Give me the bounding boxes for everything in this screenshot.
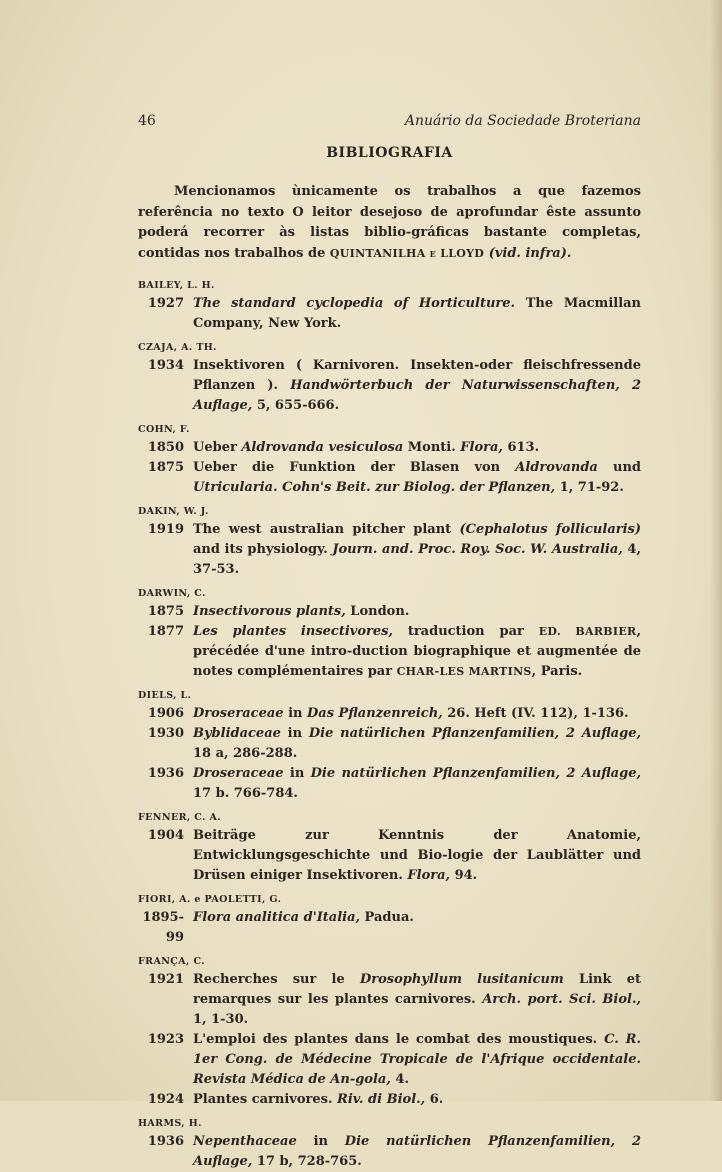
entry-text: Les plantes insectivores, traduction par ED. BARBIER, précédée d'une intro-duction biographique et augmentée de notes complémentaires par CHAR-LES MARTINS, Paris. [193, 624, 641, 679]
intro-authors: QUINTANILHA e LLOYD [329, 246, 485, 260]
entry-year: 1924 [147, 1092, 184, 1107]
intro-reference: (vid. infra). [488, 245, 572, 261]
bib-entry [138, 294, 641, 334]
entry-text: Insektivoren ( Karnivoren. Insekten-oder fleischfressende Pflanzen ). Handwörterbuch der Naturwissenschaften, 2 Auflage, 5, 655-666. [193, 358, 642, 413]
bib-entry [138, 826, 641, 886]
entry-text: Byblidaceae in Die natürlichen Pflanzenfamilien, 2 Auflage, 18 a, 286-288. [193, 726, 641, 761]
entry-text: Flora analitica d'Italia, Padua. [193, 910, 414, 925]
entry-year: 1919 [147, 522, 184, 537]
author-name: CZAJA, A. TH. [138, 342, 217, 353]
intro-paragraph [138, 182, 641, 264]
author-name: DIELS, L. [138, 690, 192, 701]
author-name: FIORI, A. e PAOLETTI, G. [138, 894, 282, 905]
entry-year: 1936 [147, 766, 184, 781]
bib-entry [138, 622, 641, 682]
author-name: COHN, F. [138, 424, 190, 435]
entry-text: Insectivorous plants, London. [193, 604, 410, 619]
entry-text: Droseraceae in Das Pflanzenreich, 26. Heft (IV. 112), 1-136. [193, 706, 629, 721]
intro-text: Mencionamos ùnicamente os trabalhos a que fazemos referência no texto O leitor desejoso de aprofundar êste assunto poderá recorrer às listas biblio-gráficas bastante completas, contidas nos trabalhos de [138, 184, 641, 261]
entry-year: 1850 [147, 440, 184, 455]
entry-year: 1936 [147, 1134, 184, 1149]
entry-text: L'emploi des plantes dans le combat des moustiques. C. R. 1er Cong. de Médecine Tropicale de l'Afrique occidentale. Revista Médica de An-gola, 4. [193, 1032, 642, 1087]
bib-entry [138, 908, 641, 948]
entry-text: The standard cyclopedia of Horticulture. The Macmillan Company, New York. [193, 296, 642, 331]
bib-entry [138, 1030, 641, 1090]
entry-year: 1875 [147, 604, 184, 619]
entry-year: 1927 [147, 296, 184, 311]
author-name: FRANÇA, C. [138, 956, 205, 967]
entry-year: 1934 [147, 358, 184, 373]
author-name: DAKIN, W. J. [138, 506, 209, 517]
bib-entry [138, 520, 641, 580]
bib-entry [138, 356, 641, 416]
page-number: 46 [138, 113, 156, 129]
author-name: BAILEY, L. H. [138, 280, 215, 291]
bib-entry [138, 438, 641, 458]
bib-entry [138, 458, 641, 498]
entry-text: Recherches sur le Drosophyllum lusitanicum Link et remarques sur les plantes carnivores. Arch. port. Sci. Biol., 1, 1-30. [193, 972, 642, 1027]
entry-text: Ueber die Funktion der Blasen von Aldrovanda und Utricularia. Cohn's Beit. zur Biolog. der Pflanzen, 1, 71-92. [193, 460, 641, 495]
bibliography-list [138, 272, 641, 1172]
author-name: DARWIN, C. [138, 588, 206, 599]
page-header [138, 113, 641, 133]
bib-entry [138, 724, 641, 764]
bib-entry [138, 764, 641, 804]
bib-entry [138, 602, 641, 622]
entry-year: 1923 [147, 1032, 184, 1047]
entry-text: Nepenthaceae in Die natürlichen Pflanzenfamilien, 2 Auflage, 17 b, 728-765. [193, 1134, 642, 1169]
author-name: FENNER, C. A. [138, 812, 221, 823]
entry-year: 1904 [147, 828, 184, 843]
entry-text: The west australian pitcher plant (Cephalotus follicularis) and its physiology. Journ. and. Proc. Roy. Soc. W. Australia, 4, 37-53. [193, 522, 641, 577]
entry-year: 1921 [147, 972, 184, 987]
section-title: BIBLIOGRAFIA [326, 145, 453, 161]
entry-text: Droseraceae in Die natürlichen Pflanzenfamilien, 2 Auflage, 17 b. 766-784. [193, 766, 641, 801]
bib-entry [138, 1132, 641, 1172]
entry-year: 1930 [147, 726, 184, 741]
author-name: HARMS, H. [138, 1118, 202, 1129]
entry-year: 1875 [147, 460, 184, 475]
bib-entry [138, 1090, 641, 1110]
entry-year: 1906 [147, 706, 184, 721]
bib-entry [138, 970, 641, 1030]
entry-text: Beiträge zur Kenntnis der Anatomie, Entwicklungsgeschichte und Bio-logie der Laublätter und Drüsen einiger Insektivoren. Flora, 94. [193, 828, 641, 883]
bib-entry [138, 704, 641, 724]
page-edge-shadow [710, 0, 722, 1101]
running-title: Anuário da Sociedade Broteriana [404, 113, 641, 129]
entry-text: Ueber Aldrovanda vesiculosa Monti. Flora, 613. [193, 440, 540, 455]
entry-year: 1877 [147, 624, 184, 639]
entry-text: Plantes carnivores. Riv. di Biol., 6. [193, 1092, 444, 1107]
entry-year: 1895-99 [142, 910, 184, 945]
